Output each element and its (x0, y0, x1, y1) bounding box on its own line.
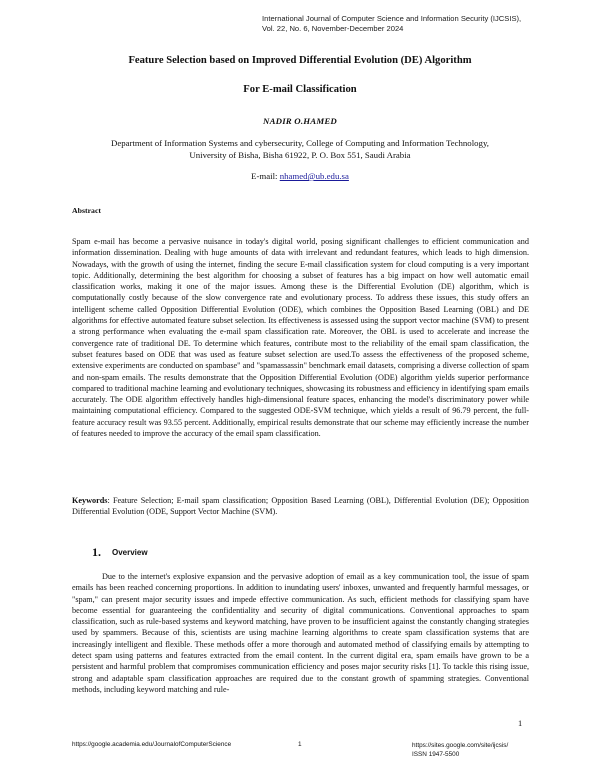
footer-site-link[interactable]: https://sites.google.com/site/ijcsis/ (412, 742, 509, 749)
journal-volume: Vol. 22, No. 6, November-December 2024 (262, 24, 404, 33)
affiliation-line-1: Department of Information Systems and cybersecurity, College of Computing and Information Technology, (111, 138, 489, 148)
abstract-heading: Abstract (72, 206, 102, 215)
keywords-text: : Feature Selection; E-mail spam classification; Opposition Based Learning (OBL), Differential Evolution (DE); Opposition Differential Evolution (ODE, Support Vector Machine (SVM). (72, 496, 529, 517)
page-number-corner: 1 (518, 719, 523, 728)
email-link[interactable]: nhamed@ub.edu.sa (279, 171, 349, 181)
section-1-number: 1. (92, 545, 101, 559)
author-name: NADIR O.HAMED (263, 116, 337, 126)
affiliation-line-2: University of Bisha, Bisha 61922, P. O. Box 551, Saudi Arabia (189, 150, 411, 160)
footer-page-number: 1 (298, 741, 302, 748)
footer-journal-link[interactable]: https://google.academia.edu/JournalofComputerScience (72, 741, 232, 748)
keywords-paragraph (72, 495, 529, 518)
journal-name: International Journal of Computer Science and Information Security (IJCSIS), (262, 14, 522, 23)
abstract-text: Spam e-mail has become a pervasive nuisance in today's digital world, posing significant challenges to efficient communication and information dissemination. Dealing with huge amounts of data with irrelevant and redundant features, which leads to high dimension. Nowadays, with the growth of using the internet, finding the secure E-mail classification system for cloud computing is a very important topic. Additionally, determining the best algorithm for choosing a subset of features has a big impact on how well automatic email classification works, making it one of the major issues. Among these is the Differential Evolution (DE) algorithm, which is computationally costly because of the slow convergence rate and evolutionary process. To address these issues, this study offers an intelligent scheme called Opposition Differential Evolution (ODE), which combines the Opposition Based Learning (OBL) and DE algorithms for effective automated feature subset selection. Its effectiveness is assessed using the support vector machine (SVM) to present a strong performance when evaluating the e-mail spam classification rate. Moreover, the OBL is used to accelerate and increase the convergence rate of traditional DE. To determine which features, contribute most to the reliability of the email spam classification, the subset features based on ODE that was used as feature subset selection are used.To assess the effectiveness of the proposed scheme, extensive experiments are conducted on spambase" and "spamassassin" benchmark email datasets, comprising a diverse collection of spam and non-spam emails. The results demonstrate that the Opposition Differential Evolution (ODE) algorithm yields superior performance compared to traditional machine learning and evolutionary techniques, showcasing its robustness and efficiency in identifying spam emails accurately. The ODE algorithm effectively handles high-dimensional feature spaces, enhancing the model's discriminatory power while maintaining computational efficiency. Compared to the suggested ODE-SVM technique, which yields a result of 96.79 percent, the full-feature accuracy result was 93.55 percent. Additionally, empirical results demonstrate that our scheme may efficiently increase the number of features needed to improve the accuracy of the email spam classification. (72, 237, 529, 439)
email-line (0, 171, 600, 181)
email-label: E-mail: (251, 171, 278, 181)
section-1-text: Due to the internet's explosive expansion and the pervasive adoption of email as a key communication tool, the issue of spam emails has been reached concerning proportions. In addition to inundating users' inboxes, unwanted and frequently harmful messages, or "spam," can present major security issues and impede effective communication. As such, efficient methods for classifying spam have become essential for guaranteeing the confidentiality and security of digital communications. Conventional approaches to spam classification, such as rule-based systems and keyword matching, have proven to be insufficient against the constantly changing strategies used by spammers. Because of this, scientists are using machine learning algorithms to create spam classification systems that are increasingly intelligent and flexible. These methods offer a more thorough and automated method of classifying emails by attempting to detect spam using patterns and features extracted from the email content. In the current digital era, spam emails have grown to be a persistent and harmful problem that compromises communication efficiency and poses major security risks [1]. To tackle this rising issue, strong and adaptable spam classification approaches are required due to the constant growth of spamming strategies. Conventional methods, including keyword matching and rule- (72, 572, 529, 694)
section-1-title: Overview (112, 548, 148, 557)
keywords-label: Keywords (72, 496, 108, 505)
footer-right (412, 741, 508, 759)
journal-header (262, 14, 582, 34)
affiliation (40, 137, 560, 161)
paper-title-line-2: For E-mail Classification (243, 84, 357, 95)
paper-title-line-1: Feature Selection based on Improved Differential Evolution (DE) Algorithm (128, 55, 472, 66)
footer-issn: ISSN 1947-5500 (412, 751, 460, 758)
